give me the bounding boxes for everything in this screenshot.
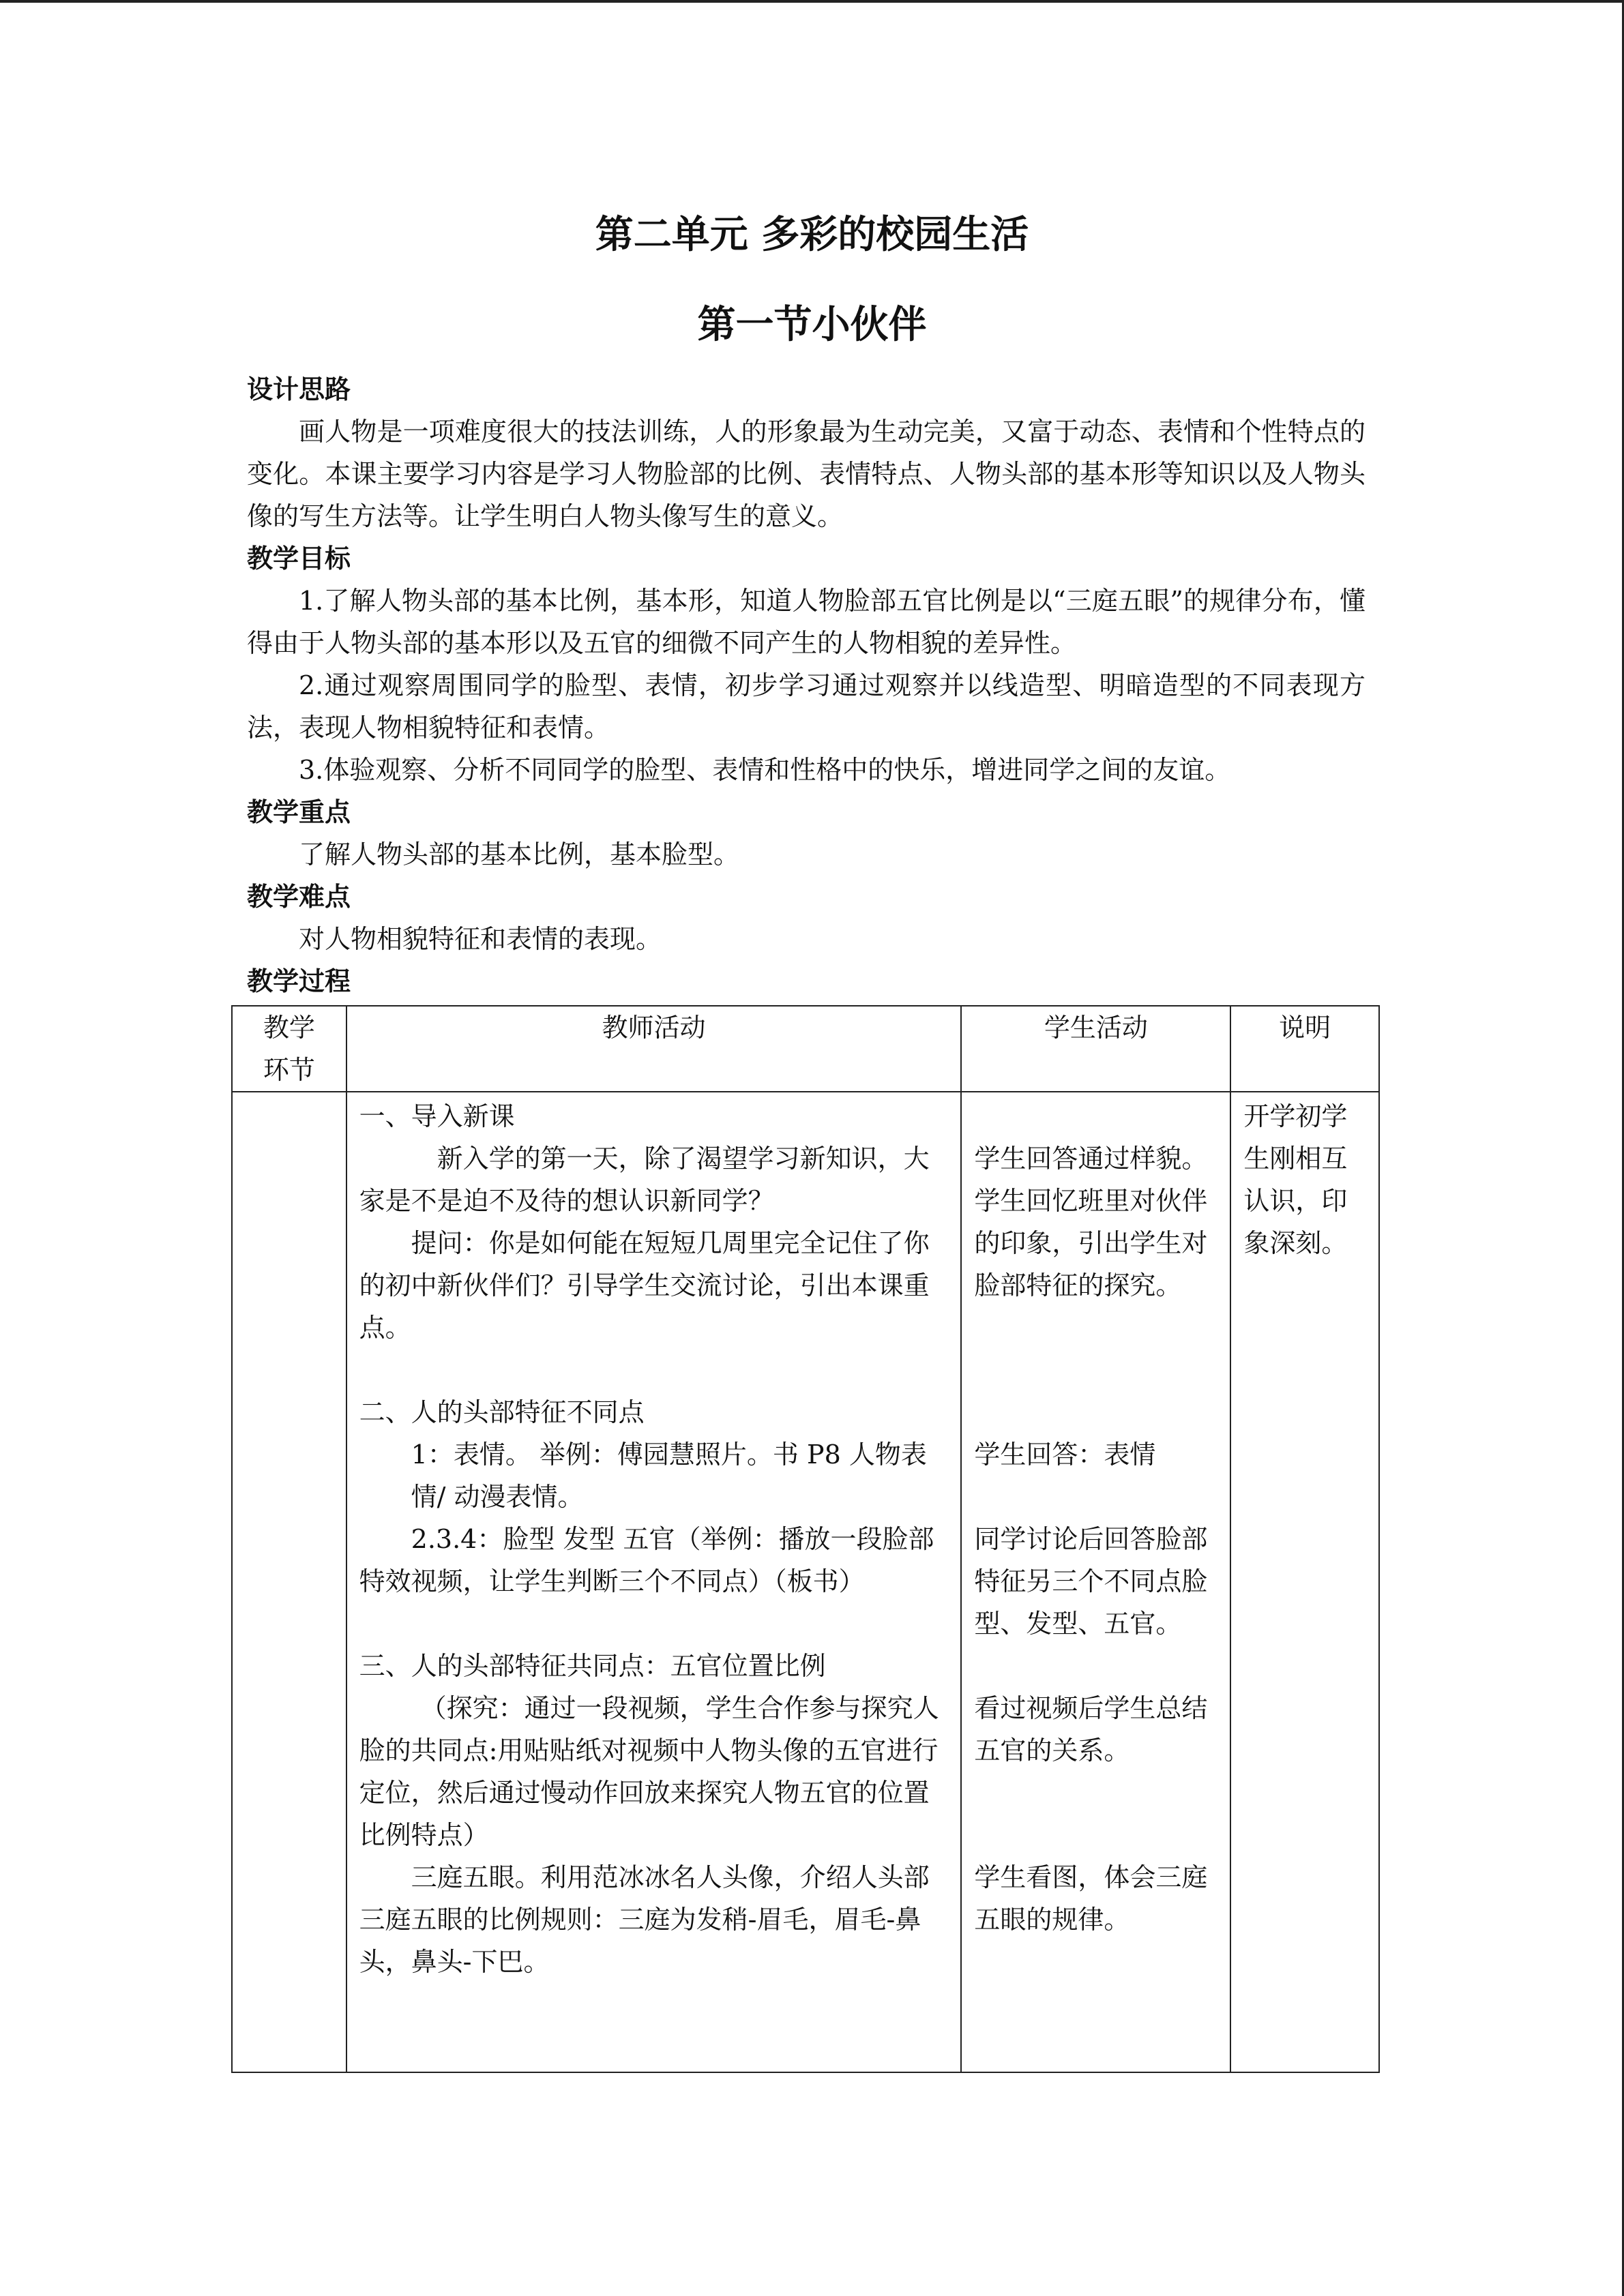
spacer (359, 1349, 949, 1391)
student-activity-cell (961, 1092, 1230, 2072)
teacher-item-3: 提问：你是如何能在短短几周里完全记住了你的初中新伙伴们？引导学生交流讨论，引出本课重点。 (359, 1228, 930, 1343)
key-text: 了解人物头部的基本比例，基本脸型。 (299, 839, 740, 869)
header-stage (232, 1006, 346, 1092)
student-item-1: 学生回答通过样貌。学生回忆班里对伙伴的印象，引出学生对脸部特征的探究。 (974, 1144, 1208, 1300)
header-note: 说明 (1230, 1006, 1379, 1092)
difficulty-text: 对人物相貌特征和表情的表现。 (299, 924, 662, 954)
design-text: 画人物是一项难度很大的技法训练，人的形象最为生动完美，又富于动态、表情和个性特点的变化。本课主要学习内容是学习人物脸部的比例、表情特点、人物头部的基本形等知识以及人物头像的写生方法等。让学生明白人物头像写生的意义。 (247, 417, 1365, 531)
teacher-item-8: （探究：通过一段视频，学生合作参与探究人脸的共同点:用贴贴纸对视频中人物头像的五官进行定位，然后通过慢动作回放来探究人物五官的位置比例特点） (359, 1693, 939, 1850)
unit-title: 第二单元 多彩的校园生活 (595, 213, 1029, 257)
goal-2: 2.通过观察周围同学的脸型、表情，初步学习通过观察并以线造型、明暗造型的不同表现方法，表现人物相貌特征和表情。 (247, 670, 1365, 743)
header-student: 学生活动 (961, 1006, 1230, 1092)
teacher-item-6: 2.3.4：脸型 发型 五官（举例：播放一段脸部特效视频，让学生判断三个不同点）（板书） (359, 1524, 934, 1596)
lesson-body (247, 368, 1365, 1002)
teacher-item-4: 二、人的头部特征不同点 (359, 1397, 645, 1427)
goal-3: 3.体验观察、分析不同同学的脸型、表情和性格中的快乐，增进同学之间的友谊。 (299, 755, 1231, 785)
header-teacher: 教师活动 (346, 1006, 962, 1092)
spacer (974, 1772, 1217, 1856)
header-stage-line1: 教学 (263, 1013, 315, 1043)
spacer (974, 1645, 1217, 1687)
student-item-5: 学生看图，体会三庭五眼的规律。 (974, 1862, 1208, 1935)
teacher-item-9: 三庭五眼。利用范冰冰名人头像，介绍人头部三庭五眼的比例规则：三庭为发稍-眉毛，眉毛-鼻头，鼻头-下巴。 (359, 1862, 930, 1977)
key-heading: 教学重点 (247, 797, 351, 827)
header-stage-line2: 环节 (263, 1055, 315, 1085)
lesson-title: 第一节小伙伴 (697, 303, 927, 347)
teacher-activity-cell (346, 1092, 962, 2072)
table-row (232, 1092, 1379, 2072)
page-top-border (0, 0, 1624, 3)
student-item-2: 学生回答：表情 (974, 1440, 1156, 1470)
teacher-item-1: 一、导入新课 (359, 1101, 515, 1131)
process-heading: 教学过程 (247, 966, 351, 996)
teaching-process-table (231, 1005, 1380, 2073)
teacher-item-7: 三、人的头部特征共同点：五官位置比例 (359, 1651, 826, 1681)
goals-heading: 教学目标 (247, 543, 351, 573)
spacer (974, 1476, 1217, 1518)
design-heading: 设计思路 (247, 374, 351, 404)
table-header-row (232, 1006, 1379, 1092)
stage-cell (232, 1092, 346, 2072)
teacher-item-5: 1：表情。 举例：傅园慧照片。书 P8 人物表情/ 动漫表情。 (411, 1440, 927, 1512)
difficulty-heading: 教学难点 (247, 882, 351, 912)
note-text: 开学初学生刚相互认识，印象深刻。 (1243, 1101, 1348, 1258)
spacer (974, 1307, 1217, 1433)
teacher-item-2: 新入学的第一天，除了渴望学习新知识，大家是不是迫不及待的想认识新同学？ (359, 1144, 930, 1216)
student-item-3: 同学讨论后回答脸部特征另三个不同点脸型、发型、五官。 (974, 1524, 1208, 1639)
note-cell (1230, 1092, 1379, 2072)
spacer (359, 1602, 949, 1645)
student-item-4: 看过视频后学生总结五官的关系。 (974, 1693, 1208, 1765)
goal-1: 1.了解人物头部的基本比例，基本形，知道人物脸部五官比例是以“三庭五眼”的规律分布，懂得由于人物头部的基本形以及五官的细微不同产生的人物相貌的差异性。 (247, 586, 1365, 658)
